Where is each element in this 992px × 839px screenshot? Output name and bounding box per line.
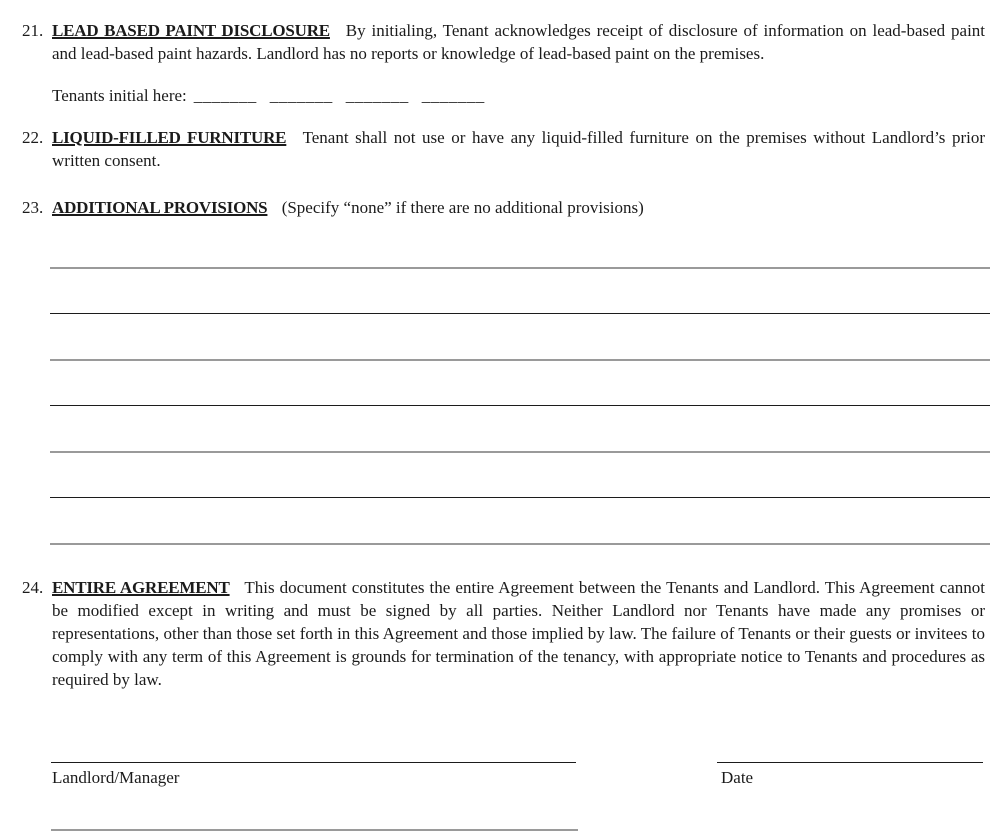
tenant-initial-blank[interactable]: _______ [269,86,333,105]
tenant-initial-blank[interactable]: _______ [193,86,257,105]
tenant-initials-row [52,84,485,107]
section-number: 22. [22,128,44,147]
tenant-initial-blank[interactable]: _______ [421,86,485,105]
section-number: 24. [22,578,44,597]
provision-blank-line[interactable] [50,498,990,545]
section-heading: LIQUID-FILLED FURNITURE [52,128,287,147]
provision-lines [50,222,990,545]
section-body: This document constitutes the entire Agreement between the Tenants and Landlord. This Agreement cannot be modified except in writing and must be signed by all parties. Neither Landlord nor Tenants have made any promises or representations, other than those set forth in this Agreement and those implied by law. The failure of Tenants or their guests or invitees to comply with any term of this Agreement is grounds for termination of the tenancy, with appropriate notice to Tenants and procedures as required by law. [52,578,985,689]
section-entire-agreement [22,576,985,691]
provision-blank-line[interactable] [50,269,990,315]
initial-blanks [187,86,485,105]
section-content [52,126,985,172]
date-signature-line[interactable] [717,762,983,763]
section-content [52,19,985,65]
section-number: 23. [22,198,44,217]
landlord-manager-label: Landlord/Manager [52,768,180,787]
tenant-initial-blank[interactable]: _______ [345,86,409,105]
provision-blank-line[interactable] [50,314,990,361]
section-note: (Specify “none” if there are no additional provisions) [281,198,644,217]
section-lead-paint-disclosure [22,19,985,65]
section-number: 21. [22,21,44,40]
provision-blank-line[interactable] [50,453,990,499]
section-heading: LEAD BASED PAINT DISCLOSURE [52,21,330,40]
section-heading: ENTIRE AGREEMENT [52,578,230,597]
section-content [52,576,985,691]
provision-blank-line[interactable] [50,222,990,269]
section-liquid-filled-furniture [22,126,985,172]
provision-blank-line[interactable] [50,361,990,407]
section-additional-provisions [22,196,985,219]
date-label: Date [721,768,754,787]
section-content [52,196,985,219]
landlord-signature-line[interactable] [51,762,576,763]
tenant-initials-label: Tenants initial here: [52,86,187,105]
section-heading: ADDITIONAL PROVISIONS [52,198,268,217]
section-body: By initialing, Tenant acknowledges receipt of disclosure of information on lead-based paint and lead-based paint hazards. Landlord has no reports or knowledge of lead-based paint on the premises. [52,21,986,63]
provision-blank-line[interactable] [50,406,990,453]
tenant-signature-line[interactable] [51,829,578,831]
section-body: Tenant shall not use or have any liquid-filled furniture on the premises without Landlord’s prior written consent. [52,128,986,170]
